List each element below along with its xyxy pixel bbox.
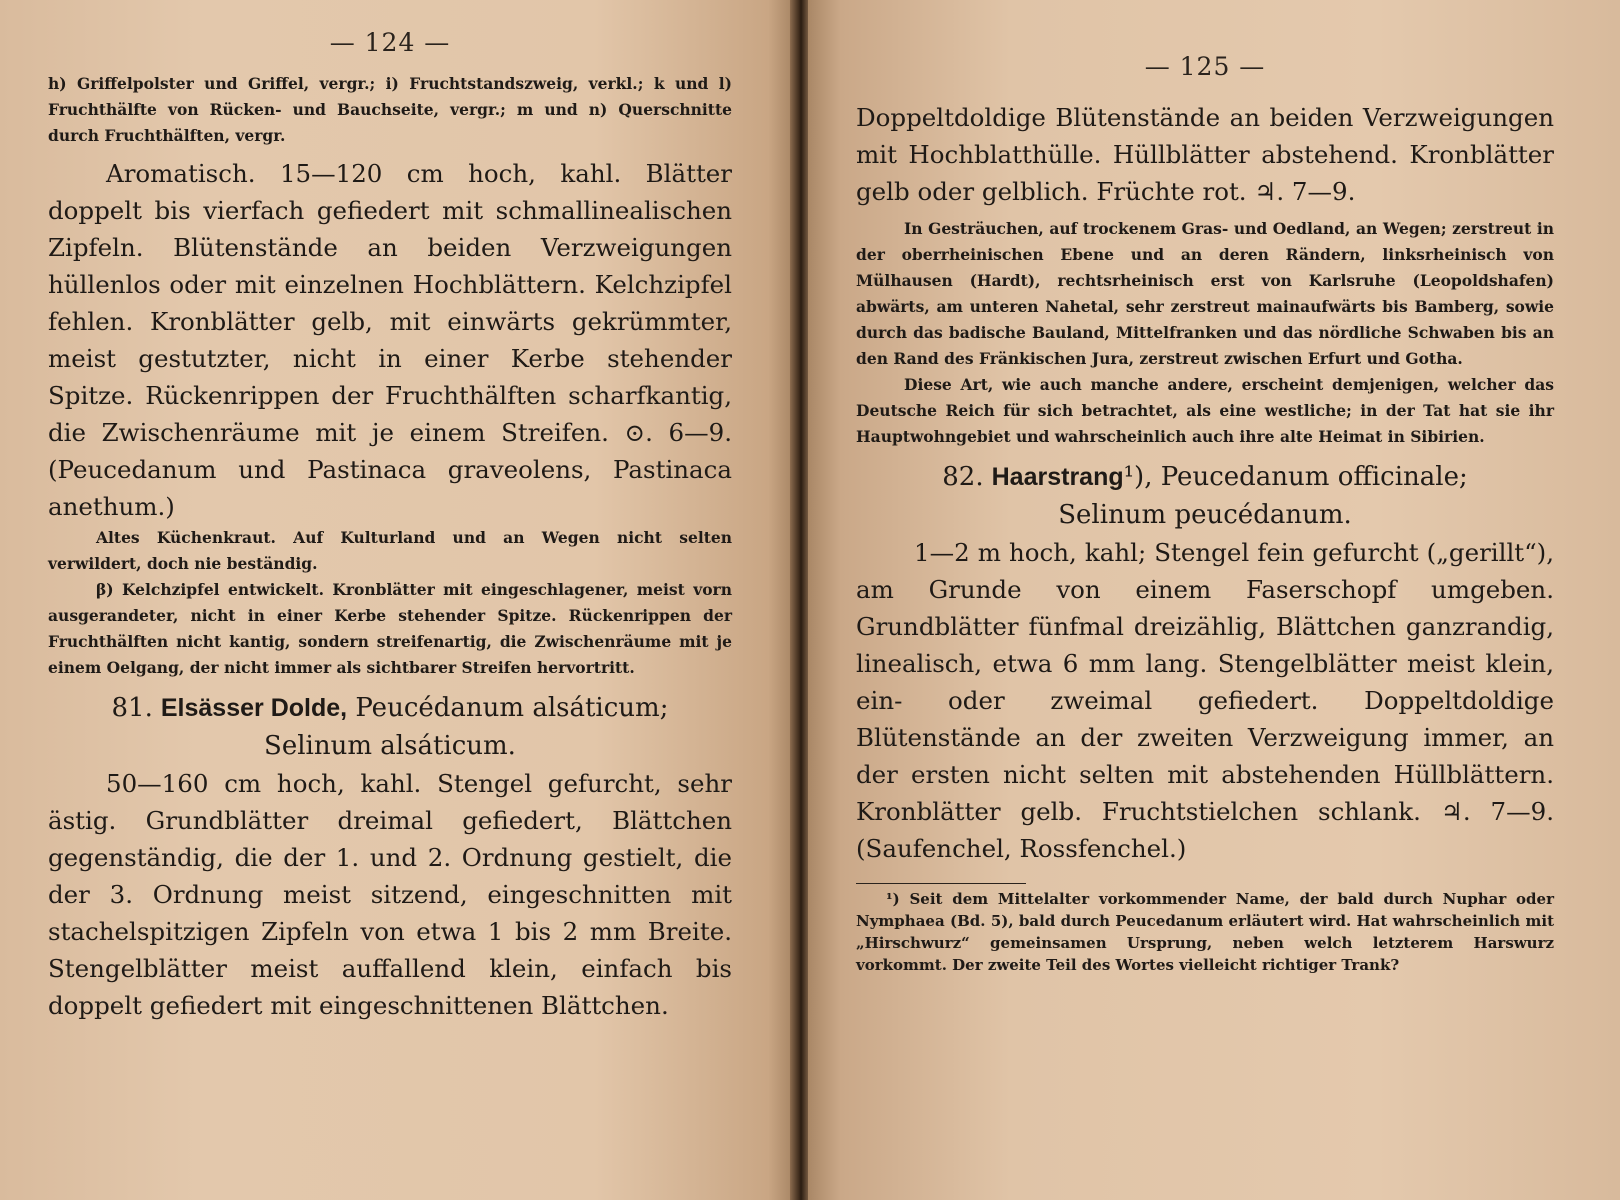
page-number-124: — 124 —: [329, 28, 451, 57]
beta-section: β) Kelchzipfel entwickelt. Kronblätter mit eingeschlagener, meist vorn ausgerandeter, nicht in einer Kerbe stehender Spitze. Rückenrippen der Fruchthälften nicht kantig, sondern streifenartig, die Zwischenräume mit je einem Oelgang, der nicht immer als sichtbarer Streifen hervortritt.: [48, 580, 732, 677]
right-page: [808, 0, 1620, 1200]
left-page: [0, 0, 792, 1200]
species-common-name: Elsässer Dolde,: [160, 694, 348, 722]
species-description: Aromatisch. 15—120 cm hoch, kahl. Blätter doppelt bis vierfach gefiedert mit schmallinealischen Zipfeln. Blütenstände an beiden Verzweigungen hüllenlos oder mit einzelnen Hochblättern. Kelchzipfel fehlen. Kronblätter gelb, mit einwärts gekrümmter, meist gestutzter, nicht in einer Kerbe stehender Spitze. Rückenrippen der Fruchthälften scharfkantig, die Zwischenräume mit je einem Streifen. ⊙. 6—9. (Peucedanum und Pastinaca graveolens, Pastinaca anethum.): [48, 159, 732, 521]
species-82-heading: [856, 458, 1554, 534]
species-common-name: Haarstrang: [991, 463, 1124, 491]
habitat-note: Altes Küchenkraut. Auf Kulturland und an Wegen nicht selten verwildert, doch nie beständig.: [48, 528, 732, 573]
note-text: Diese Art, wie auch manche andere, erscheint demjenigen, welcher das Deutsche Reich für sich betrachtet, als eine westliche; in der Tat hat sie ihr Hauptwohngebiet und wahrscheinlich auch ihre alte Heimat in Sibirien.: [856, 375, 1554, 446]
species-scientific-name: , Peucedanum officinale;: [1144, 462, 1468, 492]
distribution-text: In Gesträuchen, auf trockenem Gras- und Oedland, an Wegen; zerstreut in der oberrheinischen Ebene und an deren Rändern, linksrheinisch von Mülhausen (Hardt), rechtsrheinisch erst von Karlsruhe (Leopoldshafen) abwärts, am unteren Nahetal, sehr zerstreut mainaufwärts bis Bamberg, sowie durch das badische Bauland, Mittelfranken und das nördliche Schwaben bis an den Rand des Fränkischen Jura, zerstreut zwischen Erfurt und Gotha.: [856, 219, 1554, 368]
footnote: ¹) Seit dem Mittelalter vorkommender Name, der bald durch Nuphar oder Nymphaea (Bd. 5), bald durch Peucedanum erläutert wird. Hat wahrscheinlich mit „Hirschwurz“ gemeinsamen Ursprung, neben welch letzterem Harswurz vorkommt. Der zweite Teil des Wortes vielleicht richtiger Trank?: [856, 890, 1554, 974]
footnote-mark: ¹): [1123, 462, 1145, 492]
species-synonym: Selinum alsáticum.: [264, 731, 516, 761]
continuation-text: Doppeltdoldige Blütenstände an beiden Verzweigungen mit Hochblatthülle. Hüllblätter abstehend. Kronblätter gelb oder gelblich. Früchte rot. ♃. 7—9.: [856, 103, 1554, 206]
species-81-description: 50—160 cm hoch, kahl. Stengel gefurcht, sehr ästig. Grundblätter dreimal gefiedert, Blättchen gegenständig, die der 1. und 2. Ordnung gestielt, die der 3. Ordnung meist sitzend, eingeschnitten mit stachelspitzigen Zipfeln von etwa 1 bis 2 mm Breite. Stengelblätter meist auffallend klein, einfach bis doppelt gefiedert mit eingeschnittenen Blättchen.: [48, 769, 732, 1020]
book-gutter: [790, 0, 810, 1200]
figure-caption: h) Griffelpolster und Griffel, vergr.; i) Fruchtstandszweig, verkl.; k und l) Fruchthälfte von Rücken- und Bauchseite, vergr.; m und n) Querschnitte durch Fruchthälften, vergr.: [48, 74, 732, 145]
species-number: 81.: [111, 693, 153, 723]
species-synonym: Selinum peucédanum.: [1058, 500, 1352, 530]
species-number: 82.: [942, 462, 984, 492]
species-scientific-name: Peucédanum alsáticum;: [355, 693, 669, 723]
species-82-description: 1—2 m hoch, kahl; Stengel fein gefurcht („gerillt“), am Grunde von einem Faserschopf umgeben. Grundblätter fünfmal dreizählig, Blättchen ganzrandig, linealisch, etwa 6 mm lang. Stengelblätter meist klein, ein- oder zweimal gefiedert. Doppeltdoldige Blütenstände an der zweiten Verzweigung immer, an der ersten nicht selten mit abstehenden Hüllblättern. Kronblätter gelb. Fruchtstielchen schlank. ♃. 7—9. (Saufenchel, Rossfenchel.): [856, 538, 1554, 863]
footnote-rule: [856, 883, 1026, 884]
species-81-heading: [48, 689, 732, 765]
page-number-125: — 125 —: [1144, 52, 1266, 81]
